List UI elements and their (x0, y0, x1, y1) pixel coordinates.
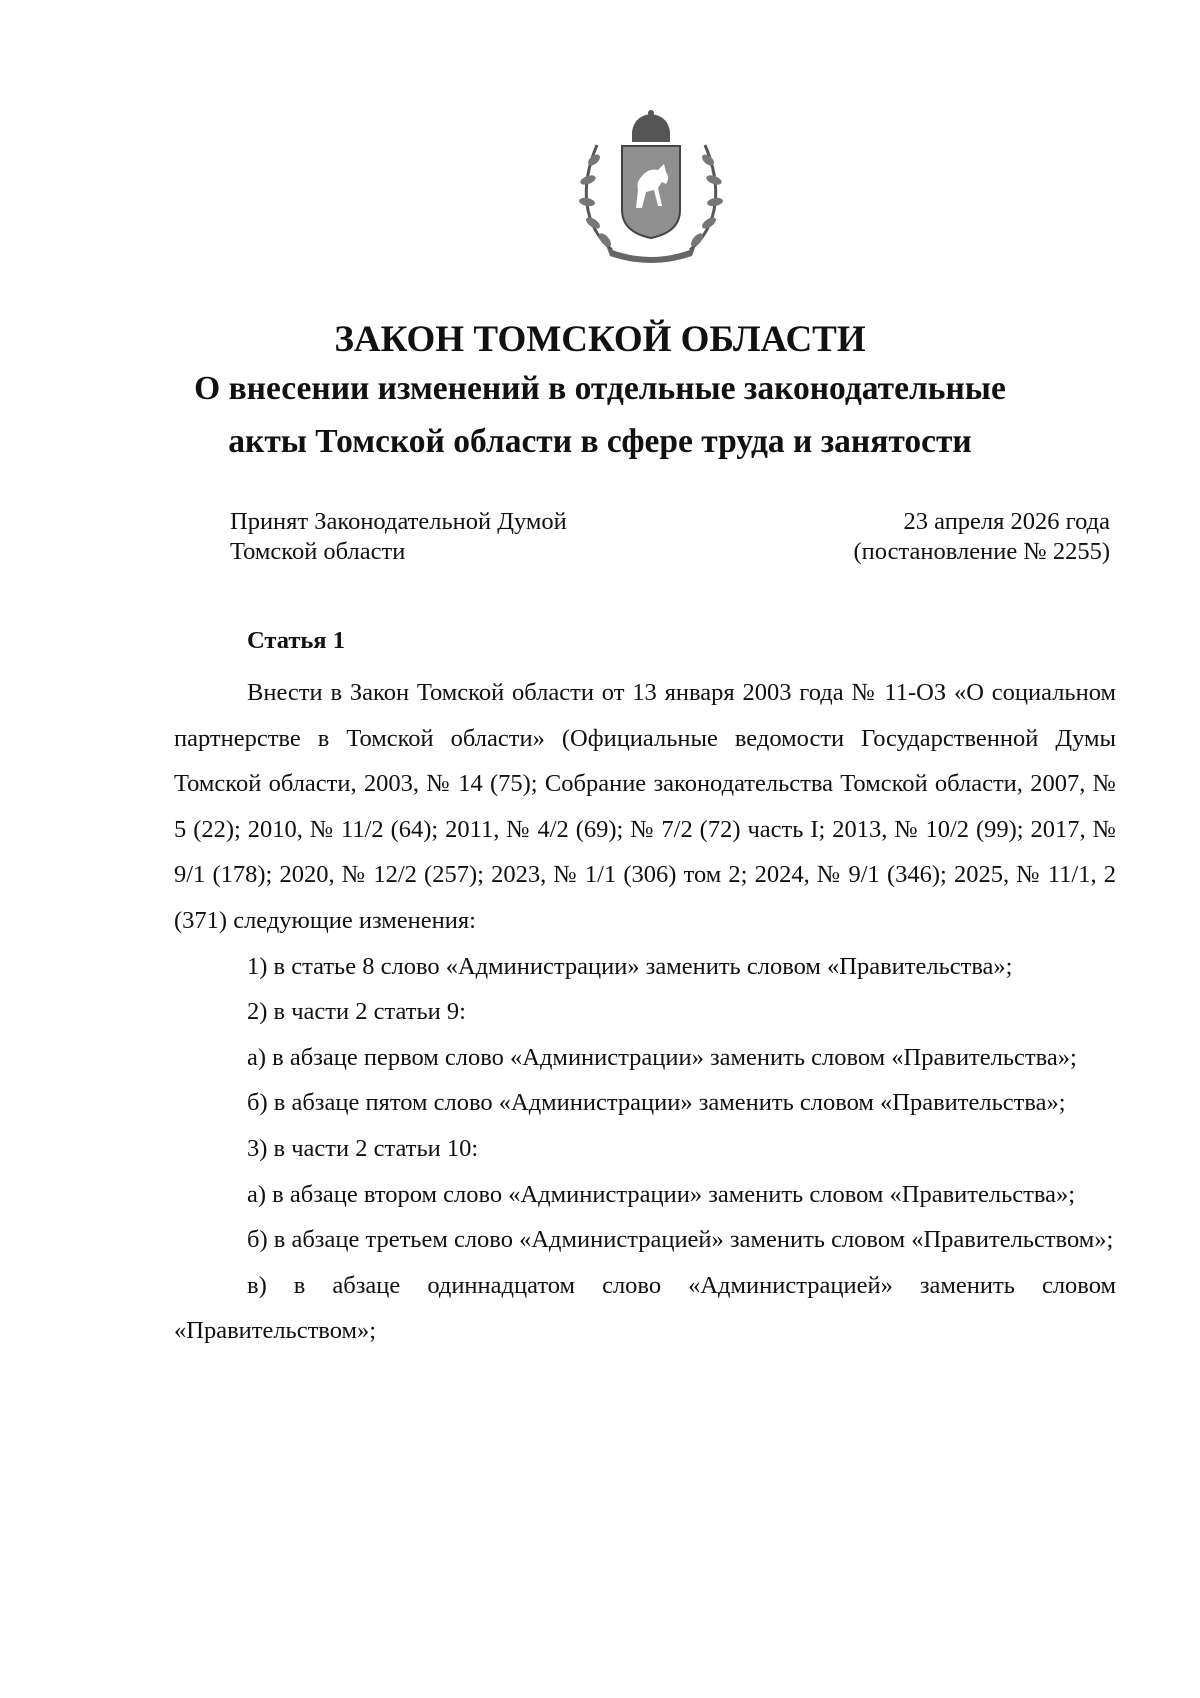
list-item: а) в абзаце первом слово «Администрации» заменить словом «Правительства»; (247, 1043, 1077, 1071)
list-item: а) в абзаце втором слово «Администрации» заменить словом «Правительства»; (247, 1180, 1075, 1208)
adoption-body-line1: Принят Законодательной Думой (230, 508, 567, 535)
article-intro-paragraph: Внести в Закон Томской области от 13 января 2003 года № 11-ОЗ «О социальном партнерстве в Томской области» (Официальные ведомости Государственной Думы Томской области, 2003, № 14 (75); Собрание законодательства Томской области, 2007, № 5 (22); 2010, № 11/2 (64); 2011, № 4/2 (69); № 7/2 (72) часть I; 2013, № 10/2 (99); 2017, № 9/1 (178); 2020, № 12/2 (257); 2023, № 1/1 (306) том 2; 2024, № 9/1 (346); 2025, № 11/1, 2 (371) следующие изменения: (174, 679, 1116, 934)
coat-of-arms-icon (572, 110, 730, 268)
resolution-number: (постановление № 2255) (853, 538, 1110, 565)
document-subtitle-line2: акты Томской области в сфере труда и занятости (228, 423, 972, 460)
adoption-date-line: 23 апреля 2026 года (903, 508, 1110, 535)
adoption-body-line2: Томской области (230, 538, 406, 565)
adoption-date (854, 507, 1110, 567)
adoption-body (230, 507, 567, 567)
list-item: 3) в части 2 статьи 10: (247, 1134, 479, 1162)
document-subtitle-line1: О внесении изменений в отдельные законодательные (194, 370, 1006, 407)
article-body (174, 670, 1116, 1354)
list-item: 2) в части 2 статьи 9: (247, 998, 466, 1026)
list-item: б) в абзаце пятом слово «Администрации» заменить словом «Правительства»; (247, 1089, 1066, 1117)
article-heading: Статья 1 (247, 627, 345, 654)
document-title: ЗАКОН ТОМСКОЙ ОБЛАСТИ (334, 319, 866, 360)
list-item: в) в абзаце одиннадцатом слово «Администрацией» заменить словом «Правительством»; (174, 1271, 1116, 1345)
list-item: б) в абзаце третьем слово «Администрацией» заменить словом «Правительством»; (247, 1226, 1114, 1254)
list-item: 1) в статье 8 слово «Администрации» заменить словом «Правительства»; (247, 952, 1013, 980)
